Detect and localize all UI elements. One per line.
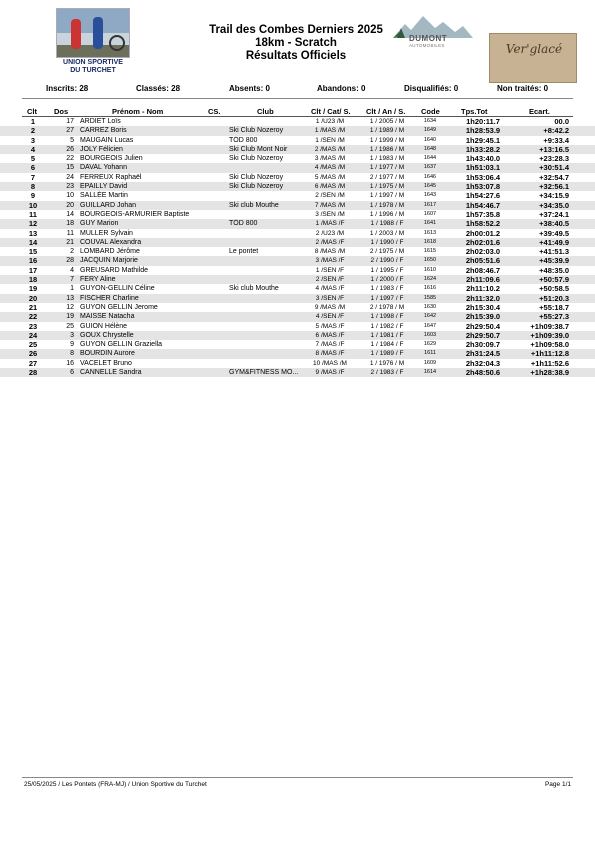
col-cs: CS. xyxy=(208,107,221,116)
club-cell: Le pontet xyxy=(229,248,259,256)
time-cell: 2h29:50.7 xyxy=(465,330,501,340)
year-rank-cell: 1 / 1989 / F xyxy=(370,350,404,358)
code-cell: 1603 xyxy=(423,331,437,338)
name-cell: MAISSE Natacha xyxy=(80,313,135,321)
divider xyxy=(22,98,573,99)
code-cell: 1585 xyxy=(423,294,437,301)
stat-absents: Absents: 0 xyxy=(229,84,270,93)
code-cell: 1617 xyxy=(423,201,437,208)
year-rank-cell: 1 / 1983 / F xyxy=(370,285,404,293)
year-rank-cell: 1 / 1977 / M xyxy=(369,164,405,172)
dumont-sub: AUTOMOBILES xyxy=(409,43,445,48)
name-cell: GUYON-GELLIN Céline xyxy=(80,285,155,293)
year-rank-cell: 1 / 1983 / M xyxy=(369,155,405,163)
club-cell: Ski Club Mont Noir xyxy=(229,145,288,153)
time-cell: 2h05:51.6 xyxy=(465,256,501,266)
table-row xyxy=(0,284,595,293)
time-cell: 1h53:06.4 xyxy=(465,172,501,182)
table-row xyxy=(0,117,595,126)
time-cell: 2h11:10.2 xyxy=(466,284,500,294)
table-row xyxy=(0,229,595,238)
name-cell: FERY Aline xyxy=(80,276,116,284)
page-number: Page 1/1 xyxy=(544,781,571,788)
bib-cell: 28 xyxy=(66,257,74,265)
time-cell: 1h57:35.8 xyxy=(465,209,501,219)
name-cell: BOURGEOIS-ARMURIER Baptiste xyxy=(80,210,190,218)
gap-cell: +13:16.5 xyxy=(539,144,569,154)
verglace-logo xyxy=(489,33,577,83)
bib-cell: 1 xyxy=(70,285,74,293)
year-rank-cell: 1 / 2003 / M xyxy=(369,229,405,237)
name-cell: GUILLARD Johan xyxy=(80,201,137,209)
code-cell: 1647 xyxy=(423,322,437,329)
bib-cell: 27 xyxy=(66,127,74,135)
results-table xyxy=(0,117,595,377)
category-rank-cell: 2 /SEN /M xyxy=(315,192,345,200)
code-cell: 1614 xyxy=(423,369,437,376)
category-rank-cell: 3 /SEN /F xyxy=(315,294,345,302)
table-row xyxy=(0,331,595,340)
rank-cell: 15 xyxy=(28,247,38,257)
category-rank-cell: 4 /MAS /M xyxy=(314,164,346,172)
rank-cell: 23 xyxy=(28,321,38,331)
rank-cell: 11 xyxy=(29,209,37,219)
table-row xyxy=(0,163,595,172)
name-cell: EPAILLY David xyxy=(80,183,128,191)
bib-cell: 21 xyxy=(66,238,74,246)
name-cell: VACELET Bruno xyxy=(80,359,132,367)
name-cell: GOUX Chrystelle xyxy=(80,331,134,339)
bib-cell: 6 xyxy=(70,369,74,377)
year-rank-cell: 1 / 1978 / M xyxy=(369,201,405,209)
code-cell: 1649 xyxy=(423,127,437,134)
code-cell: 1616 xyxy=(423,285,437,292)
name-cell: MÜLLER Sylvain xyxy=(80,229,133,237)
code-cell: 1613 xyxy=(423,229,437,236)
time-cell: 1h53:07.8 xyxy=(465,182,501,192)
category-rank-cell: 3 /SEN /M xyxy=(315,210,345,218)
table-row xyxy=(0,312,595,321)
name-cell: CARREZ Boris xyxy=(80,127,127,135)
time-cell: 2h31:24.5 xyxy=(465,349,501,359)
footer-divider xyxy=(22,777,573,778)
bib-cell: 17 xyxy=(66,118,74,125)
rank-cell: 25 xyxy=(28,340,38,350)
code-cell: 1644 xyxy=(423,155,437,162)
time-cell: 1h43:40.0 xyxy=(465,154,501,164)
rank-cell: 13 xyxy=(28,228,38,238)
year-rank-cell: 1 / 1988 / F xyxy=(370,220,404,228)
name-cell: FERREUX Raphaël xyxy=(80,173,142,181)
name-cell: MAUGAIN Lucas xyxy=(80,136,134,144)
category-rank-cell: 1 /U23 /M xyxy=(315,118,345,125)
gap-cell: +38:40.5 xyxy=(539,219,569,229)
rank-cell: 6 xyxy=(30,163,36,173)
year-rank-cell: 1 / 1981 / F xyxy=(370,331,404,339)
footer-event-info: 25/05/2025 / Les Pontets (FRA-MJ) / Union Sportive du Turchet xyxy=(24,781,207,788)
year-rank-cell: 1 / 1976 / M xyxy=(369,359,405,367)
name-cell: DAVAL Yohann xyxy=(80,164,127,172)
club-cell: Ski Club Nozeroy xyxy=(229,155,284,163)
table-row xyxy=(0,349,595,358)
time-cell: 1h54:46.7 xyxy=(465,200,501,210)
table-row xyxy=(0,303,595,312)
gap-cell: +41:51.3 xyxy=(539,247,569,257)
time-cell: 1h29:45.1 xyxy=(465,135,501,145)
stat-non-traites: Non traités: 0 xyxy=(497,84,549,93)
col-an: Clt / An / S. xyxy=(366,107,406,116)
name-cell: GREUSARD Mathilde xyxy=(80,266,149,274)
year-rank-cell: 2 / 1978 / M xyxy=(369,303,405,311)
table-row xyxy=(0,247,595,256)
name-cell: GUYON GELLIN Graziella xyxy=(80,341,163,349)
rank-cell: 22 xyxy=(28,312,38,322)
time-cell: 1h54:27.6 xyxy=(465,191,501,201)
bib-cell: 11 xyxy=(66,229,74,237)
bib-cell: 24 xyxy=(66,173,74,181)
rank-cell: 21 xyxy=(28,302,38,312)
gap-cell: +1h28:38.9 xyxy=(530,368,569,378)
rank-cell: 28 xyxy=(28,368,38,378)
gap-cell: +45:39.9 xyxy=(539,256,569,266)
table-row xyxy=(0,238,595,247)
category-rank-cell: 3 /MAS /F xyxy=(315,257,345,265)
club-cell: TÔD 800 xyxy=(229,136,258,144)
rank-cell: 8 xyxy=(30,182,36,192)
bib-cell: 15 xyxy=(66,164,74,172)
code-cell: 1610 xyxy=(423,266,437,273)
year-rank-cell: 1 / 1998 / F xyxy=(370,313,404,321)
dumont-brand: DUMONT xyxy=(409,34,448,43)
table-row xyxy=(0,256,595,265)
year-rank-cell: 1 / 1989 / M xyxy=(369,127,405,135)
table-row xyxy=(0,210,595,219)
rank-cell: 2 xyxy=(30,126,36,136)
gap-cell: +1h09:58.0 xyxy=(530,340,569,350)
category-rank-cell: 1 /MAS /M xyxy=(314,127,346,135)
bib-cell: 8 xyxy=(70,350,74,358)
gap-cell: +55:27.3 xyxy=(539,312,569,322)
verglace-brand: Ver'glacé xyxy=(505,42,563,56)
code-cell: 1607 xyxy=(423,210,437,217)
year-rank-cell: 1 / 2000 / F xyxy=(370,276,404,284)
gap-cell: +1h09:38.7 xyxy=(530,321,569,331)
year-rank-cell: 2 / 1977 / M xyxy=(369,173,405,181)
page-title xyxy=(196,24,396,63)
table-row xyxy=(0,219,595,228)
time-cell: 1h33:28.2 xyxy=(465,144,501,154)
code-cell: 1645 xyxy=(423,183,437,190)
gap-cell: +50:57.9 xyxy=(539,275,569,285)
time-cell: 2h11:32.0 xyxy=(466,293,500,303)
rank-cell: 26 xyxy=(28,349,38,359)
time-cell: 2h48:50.6 xyxy=(465,368,501,378)
bib-cell: 25 xyxy=(66,322,74,330)
year-rank-cell: 1 / 1975 / M xyxy=(369,183,405,191)
name-cell: SALLÉE Martin xyxy=(80,192,128,200)
rank-cell: 1 xyxy=(30,117,36,126)
gap-cell: +37:24.1 xyxy=(539,209,569,219)
year-rank-cell: 2 / 1983 / F xyxy=(370,369,404,377)
time-cell: 2h11:09.6 xyxy=(466,275,500,285)
bib-cell: 12 xyxy=(66,303,74,311)
rank-cell: 17 xyxy=(28,265,38,275)
col-ecart: Ecart. xyxy=(529,107,550,116)
bib-cell: 14 xyxy=(66,210,74,218)
club-cell: Ski Club Nozeroy xyxy=(229,173,284,181)
category-rank-cell: 6 /MAS /F xyxy=(315,331,345,339)
category-rank-cell: 4 /MAS /F xyxy=(315,285,345,293)
code-cell: 1648 xyxy=(423,145,437,152)
name-cell: COUVAL Alexandra xyxy=(80,238,142,246)
gap-cell: +8:42.2 xyxy=(543,126,569,136)
name-cell: JOLY Félicien xyxy=(80,145,123,153)
gap-cell: +23:28.3 xyxy=(539,154,569,164)
logo-club-name: UNION SPORTIVE DU TURCHET xyxy=(63,59,123,74)
category-rank-cell: 2 /MAS /M xyxy=(314,145,346,153)
table-row xyxy=(0,191,595,200)
table-row xyxy=(0,173,595,182)
rank-cell: 9 xyxy=(30,191,36,201)
rank-cell: 14 xyxy=(28,237,38,247)
code-cell: 1624 xyxy=(423,276,437,283)
gap-cell: +34:35.0 xyxy=(539,200,569,210)
gap-cell: +9:33.4 xyxy=(543,135,569,145)
time-cell: 2h08:46.7 xyxy=(465,265,501,275)
name-cell: LOMBARD Jérôme xyxy=(80,248,140,256)
col-time: Tps.Tot xyxy=(461,107,488,116)
rank-cell: 24 xyxy=(28,330,38,340)
name-cell: GUYON GELLIN Jerome xyxy=(80,303,158,311)
time-cell: 2h00:01.2 xyxy=(465,228,501,238)
rank-cell: 10 xyxy=(28,200,38,210)
rank-cell: 27 xyxy=(28,358,38,368)
bib-cell: 26 xyxy=(66,145,74,153)
rank-cell: 20 xyxy=(28,293,38,303)
year-rank-cell: 2 / 1990 / F xyxy=(370,257,404,265)
gap-cell: 00.0 xyxy=(554,117,569,126)
gap-cell: +48:35.0 xyxy=(539,265,569,275)
results-label: Résultats Officiels xyxy=(245,50,347,62)
rank-cell: 19 xyxy=(28,284,38,294)
category-rank-cell: 2 /SEN /F xyxy=(315,276,345,284)
rank-cell: 3 xyxy=(30,135,36,145)
code-cell: 1618 xyxy=(423,238,437,245)
col-clt: Clt xyxy=(27,107,37,116)
name-cell: GUION Hélène xyxy=(80,322,128,330)
name-cell: BOURDIN Aurore xyxy=(80,350,135,358)
code-cell: 1642 xyxy=(423,313,437,320)
table-row xyxy=(0,136,595,145)
year-rank-cell: 1 / 1996 / M xyxy=(369,210,405,218)
dumont-logo xyxy=(385,12,475,56)
rank-cell: 5 xyxy=(30,154,36,164)
code-cell: 1637 xyxy=(423,164,437,171)
table-row xyxy=(0,154,595,163)
year-rank-cell: 1 / 1984 / F xyxy=(370,341,404,349)
col-club: Club xyxy=(257,107,274,116)
col-code: Code xyxy=(421,107,440,116)
bib-cell: 5 xyxy=(70,136,74,144)
year-rank-cell: 2 / 1975 / M xyxy=(369,248,405,256)
rank-cell: 7 xyxy=(30,172,36,182)
code-cell: 1634 xyxy=(423,118,437,124)
rank-cell: 18 xyxy=(28,275,38,285)
category-rank-cell: 6 /MAS /M xyxy=(314,183,346,191)
club-cell: Ski Club Nozeroy xyxy=(229,183,284,191)
year-rank-cell: 1 / 1995 / F xyxy=(370,266,404,274)
code-cell: 1646 xyxy=(423,173,437,180)
code-cell: 1641 xyxy=(423,220,437,227)
time-cell: 2h15:30.4 xyxy=(465,302,501,312)
rank-cell: 16 xyxy=(28,256,38,266)
table-row xyxy=(0,275,595,284)
name-cell: BOURGEOIS Julien xyxy=(80,155,143,163)
category-rank-cell: 9 /MAS /F xyxy=(315,369,345,377)
bib-cell: 19 xyxy=(66,313,74,321)
table-row xyxy=(0,126,595,135)
table-row xyxy=(0,340,595,349)
name-cell: FISCHER Charline xyxy=(80,294,139,302)
code-cell: 1629 xyxy=(423,341,437,348)
table-row xyxy=(0,359,595,368)
gap-cell: +1h09:39.0 xyxy=(530,330,569,340)
athletes-logo-image xyxy=(56,8,130,58)
category-rank-cell: 10 /MAS /M xyxy=(313,359,347,367)
bib-cell: 20 xyxy=(66,201,74,209)
year-rank-cell: 1 / 2005 / M xyxy=(369,118,405,125)
gap-cell: +32:56.1 xyxy=(539,182,569,192)
year-rank-cell: 1 / 1986 / M xyxy=(369,145,405,153)
bib-cell: 22 xyxy=(66,155,74,163)
gap-cell: +1h11:52.6 xyxy=(530,358,569,368)
time-cell: 2h15:39.0 xyxy=(465,312,501,322)
stat-disqualifies: Disqualifiés: 0 xyxy=(404,84,459,93)
category-rank-cell: 1 /MAS /F xyxy=(315,220,345,228)
col-dos: Dos xyxy=(54,107,69,116)
category-rank-cell: 1 /SEN /F xyxy=(315,266,345,274)
bib-cell: 13 xyxy=(66,294,74,302)
category-rank-cell: 5 /MAS /M xyxy=(314,173,346,181)
category-rank-cell: 8 /MAS /M xyxy=(314,248,346,256)
time-cell: 2h30:09.7 xyxy=(465,340,501,350)
category-rank-cell: 2 /U23 /M xyxy=(315,229,345,237)
table-row xyxy=(0,145,595,154)
col-name: Prénom - Nom xyxy=(112,107,164,116)
category-rank-cell: 8 /MAS /F xyxy=(315,350,345,358)
stat-inscrits: Inscrits: 28 xyxy=(46,84,89,93)
rank-cell: 4 xyxy=(30,144,36,154)
club-cell: GYM&FITNESS MO... xyxy=(229,369,299,377)
gap-cell: +30:51.4 xyxy=(539,163,569,173)
year-rank-cell: 1 / 1997 / F xyxy=(370,294,404,302)
category-rank-cell: 5 /MAS /F xyxy=(315,322,345,330)
code-cell: 1611 xyxy=(424,350,436,357)
race-stats xyxy=(0,84,595,96)
code-cell: 1615 xyxy=(423,248,437,255)
table-row xyxy=(0,201,595,210)
event-name: Trail des Combes Derniers 2025 xyxy=(209,24,383,36)
gap-cell: +39:49.5 xyxy=(539,228,569,238)
bib-cell: 9 xyxy=(70,341,74,349)
club-cell: Ski Club Nozeroy xyxy=(229,127,284,135)
code-cell: 1643 xyxy=(423,192,437,199)
gap-cell: +1h11:12.8 xyxy=(530,349,569,359)
bib-cell: 3 xyxy=(70,331,74,339)
code-cell: 1640 xyxy=(423,136,437,143)
gap-cell: +50:58.5 xyxy=(539,284,569,294)
race-name: 18km - Scratch xyxy=(255,37,337,49)
bib-cell: 4 xyxy=(70,266,74,274)
name-cell: ARDIET Loïs xyxy=(80,118,121,125)
time-cell: 2h02:01.6 xyxy=(465,237,501,247)
gap-cell: +51:20.3 xyxy=(539,293,569,303)
time-cell: 2h29:50.4 xyxy=(465,321,501,331)
time-cell: 1h28:53.9 xyxy=(465,126,501,136)
year-rank-cell: 1 / 1982 / F xyxy=(370,322,404,330)
category-rank-cell: 7 /MAS /F xyxy=(315,341,345,349)
col-cat: Clt / Cat/ S. xyxy=(311,107,351,116)
gap-cell: +34:15.9 xyxy=(539,191,569,201)
time-cell: 1h58:52.2 xyxy=(465,219,501,229)
bib-cell: 18 xyxy=(66,220,74,228)
union-sportive-logo xyxy=(56,8,130,74)
club-cell: Ski club Mouthe xyxy=(229,285,279,293)
table-row xyxy=(0,322,595,331)
gap-cell: +55:18.7 xyxy=(539,302,569,312)
bib-cell: 10 xyxy=(66,192,74,200)
category-rank-cell: 9 /MAS /M xyxy=(314,303,346,311)
club-cell: Ski club Mouthe xyxy=(229,201,279,209)
name-cell: JACQUIN Marjorie xyxy=(80,257,138,265)
gap-cell: +41:49.9 xyxy=(539,237,569,247)
year-rank-cell: 1 / 1990 / F xyxy=(370,238,404,246)
bib-cell: 7 xyxy=(70,276,74,284)
category-rank-cell: 4 /SEN /F xyxy=(315,313,345,321)
time-cell: 1h51:03.1 xyxy=(465,163,501,173)
category-rank-cell: 2 /MAS /F xyxy=(315,238,345,246)
year-rank-cell: 1 / 1999 / M xyxy=(369,136,405,144)
bib-cell: 16 xyxy=(66,359,74,367)
table-row xyxy=(0,266,595,275)
bib-cell: 23 xyxy=(66,183,74,191)
code-cell: 1630 xyxy=(423,303,437,310)
rank-cell: 12 xyxy=(28,219,38,229)
club-cell: TÔD 800 xyxy=(229,220,258,228)
category-rank-cell: 1 /SEN /M xyxy=(315,136,345,144)
table-row xyxy=(0,182,595,191)
gap-cell: +32:54.7 xyxy=(539,172,569,182)
table-row xyxy=(0,368,595,377)
category-rank-cell: 7 /MAS /M xyxy=(314,201,346,209)
name-cell: CANNELLE Sandra xyxy=(80,369,142,377)
time-cell: 1h20:11.7 xyxy=(466,117,500,126)
bib-cell: 2 xyxy=(70,248,74,256)
name-cell: GUY Marion xyxy=(80,220,119,228)
table-row xyxy=(0,294,595,303)
category-rank-cell: 3 /MAS /M xyxy=(314,155,346,163)
stat-abandons: Abandons: 0 xyxy=(317,84,366,93)
time-cell: 2h02:03.0 xyxy=(465,247,501,257)
code-cell: 1609 xyxy=(423,359,437,366)
time-cell: 2h32:04.3 xyxy=(465,358,501,368)
code-cell: 1650 xyxy=(423,257,437,264)
stat-classes: Classés: 28 xyxy=(136,84,181,93)
year-rank-cell: 1 / 1997 / M xyxy=(369,192,405,200)
